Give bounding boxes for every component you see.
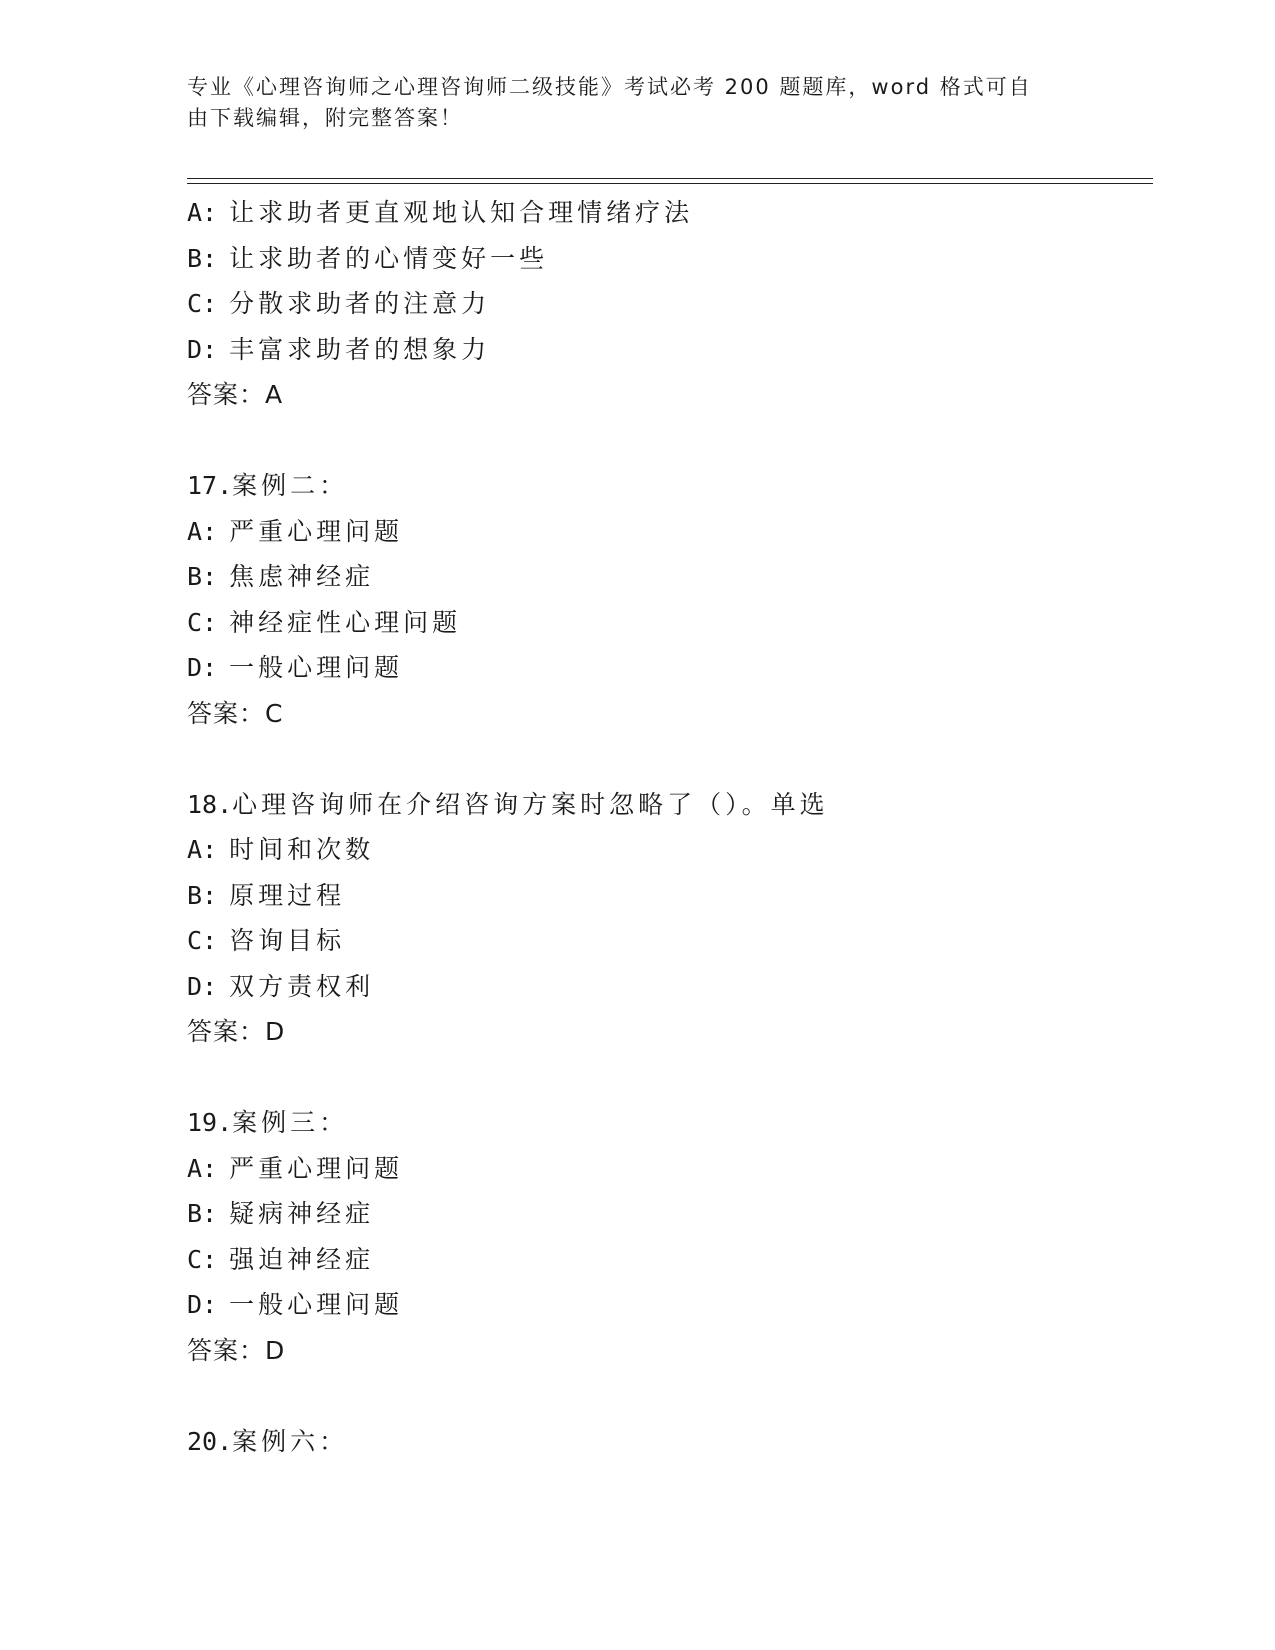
option-b: B: 疑病神经症 bbox=[187, 1199, 375, 1228]
option-b: B: 焦虑神经症 bbox=[187, 562, 375, 591]
header-divider-bottom bbox=[187, 183, 1153, 184]
question-stem: 17.案例二： bbox=[187, 471, 349, 500]
question-stem: 20.案例六： bbox=[187, 1426, 349, 1456]
option-d: D: 一般心理问题 bbox=[187, 653, 404, 682]
question-19 bbox=[187, 1100, 1147, 1373]
document-header bbox=[187, 72, 1067, 134]
header-divider-top bbox=[187, 178, 1153, 179]
option-c: C: 咨询目标 bbox=[187, 926, 346, 955]
spacer bbox=[187, 418, 1147, 464]
option-a: A: 严重心理问题 bbox=[187, 516, 404, 546]
partial-question bbox=[187, 190, 1147, 418]
option-d: D: 一般心理问题 bbox=[187, 1290, 404, 1319]
option-c: C: 强迫神经症 bbox=[187, 1244, 375, 1274]
option-c: C: 分散求助者的注意力 bbox=[187, 289, 491, 318]
question-20 bbox=[187, 1419, 1147, 1465]
option-a: A: 让求助者更直观地认知合理情绪疗法 bbox=[187, 198, 694, 227]
header-line-2: 由下载编辑，附完整答案！ bbox=[187, 106, 463, 130]
question-stem: 18.心理咨询师在介绍咨询方案时忽略了（）。单选 bbox=[187, 789, 829, 819]
question-17 bbox=[187, 463, 1147, 736]
option-d: D: 双方责权利 bbox=[187, 971, 375, 1001]
header-line-1: 专业《心理咨询师之心理咨询师二级技能》考试必考 200 题题库，word 格式可自 bbox=[187, 75, 1032, 99]
question-stem: 19.案例三： bbox=[187, 1108, 349, 1137]
question-list bbox=[187, 190, 1147, 1464]
answer-line: 答案：D bbox=[187, 1017, 286, 1046]
option-a: A: 时间和次数 bbox=[187, 835, 375, 864]
spacer bbox=[187, 736, 1147, 782]
option-d: D: 丰富求助者的想象力 bbox=[187, 334, 491, 364]
option-a: A: 严重心理问题 bbox=[187, 1153, 404, 1183]
answer-line: 答案：D bbox=[187, 1335, 286, 1365]
question-18 bbox=[187, 782, 1147, 1055]
spacer bbox=[187, 1373, 1147, 1419]
spacer bbox=[187, 1055, 1147, 1101]
option-b: B: 让求助者的心情变好一些 bbox=[187, 243, 549, 273]
answer-line: 答案：A bbox=[187, 380, 284, 409]
answer-line: 答案：C bbox=[187, 698, 284, 728]
option-c: C: 神经症性心理问题 bbox=[187, 607, 462, 637]
option-b: B: 原理过程 bbox=[187, 880, 346, 910]
